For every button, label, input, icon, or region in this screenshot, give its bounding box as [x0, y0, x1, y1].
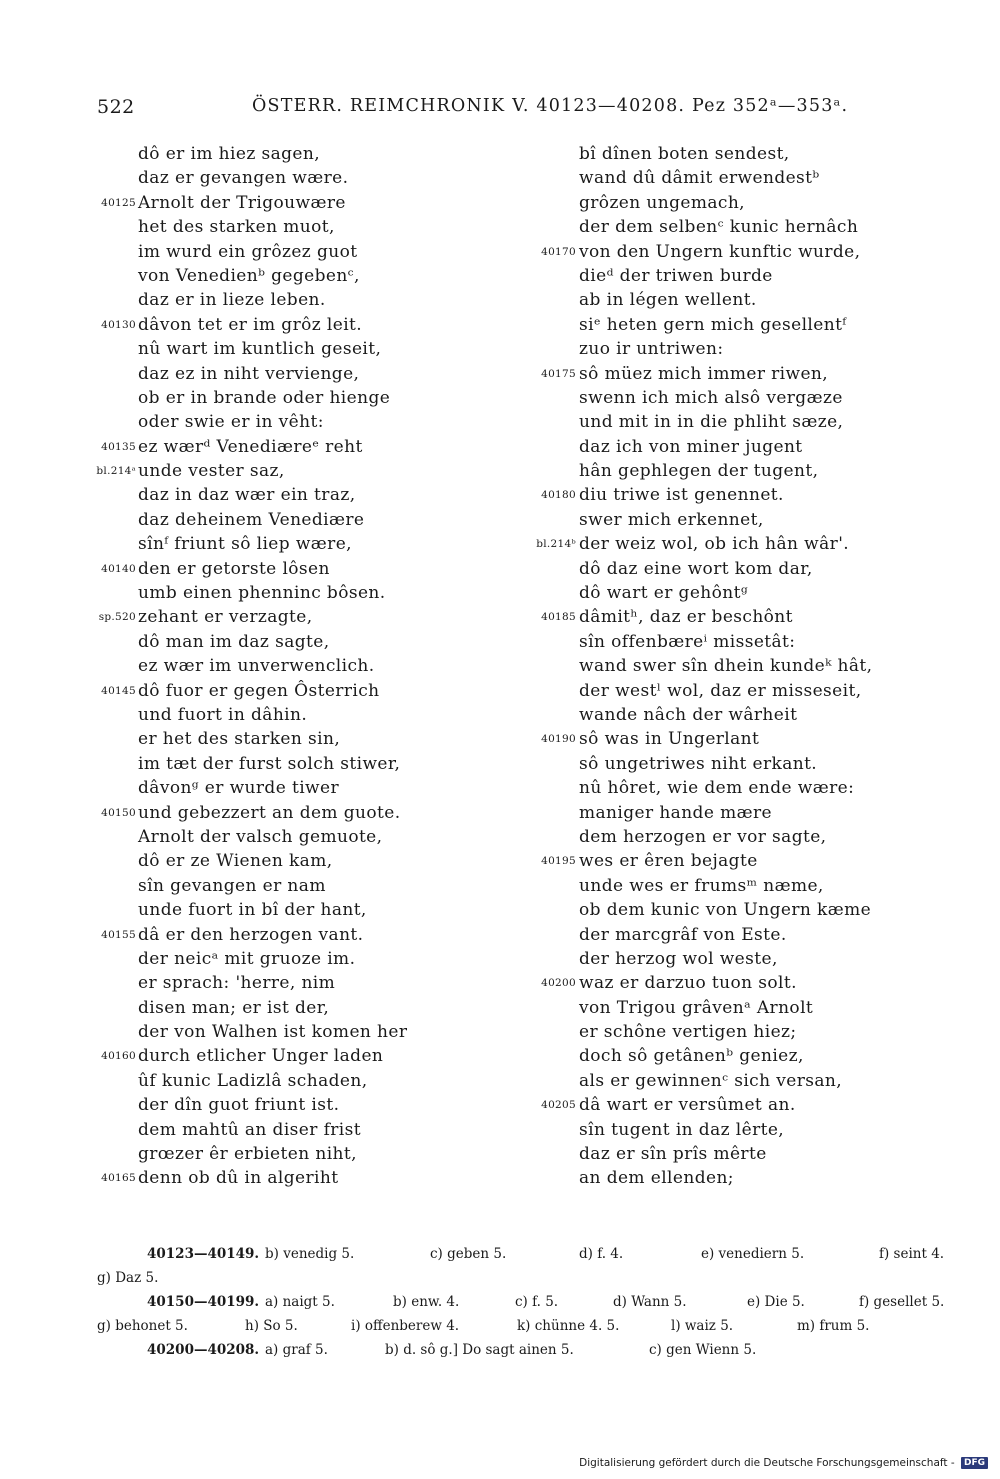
line-number: 40190: [541, 733, 576, 746]
verse-text: sîn offenbæreⁱ missetât:: [579, 631, 796, 652]
verse-line: [470, 801, 960, 825]
verse-line: [30, 923, 470, 947]
verse-line: [30, 996, 470, 1020]
verse-text: daz ez in niht vervienge,: [138, 363, 360, 384]
verse-text: an dem ellenden;: [579, 1168, 734, 1189]
verse-text: swenn ich mich alsô vergæze: [579, 387, 843, 408]
verse-line: [30, 191, 470, 215]
verse-line: [470, 1118, 960, 1142]
verse-text: der westˡ wol, daz er misseseit,: [579, 680, 862, 701]
verse-text: sô ungetriwes niht erkant.: [579, 753, 818, 774]
apparatus-note: i) offenberew 4.: [351, 1318, 460, 1334]
verse-text: hân gephlegen der tugent,: [579, 461, 819, 482]
verse-line: [470, 752, 960, 776]
verse-line: [30, 581, 470, 605]
verse-line: [30, 1020, 470, 1044]
apparatus-note: c) gen Wienn 5.: [649, 1342, 757, 1358]
verse-line: [30, 971, 470, 995]
verse-text: daz in daz wær ein traz,: [138, 485, 356, 506]
verse-text: daz deheinem Venediære: [138, 509, 365, 530]
apparatus-note: e) venediern 5.: [701, 1246, 805, 1262]
verse-line: [470, 410, 960, 434]
verse-text: und mit in in die phliht sæze,: [579, 412, 844, 433]
verse-text: wand dû dâmit erwendestᵇ: [579, 168, 820, 189]
verse-line: [470, 459, 960, 483]
verse-text: er het des starken sin,: [138, 729, 341, 750]
verse-line: [470, 1142, 960, 1166]
critical-apparatus: [97, 1242, 957, 1362]
verse-line: [30, 313, 470, 337]
verse-line: [30, 435, 470, 459]
apparatus-row: [97, 1314, 957, 1338]
verse-text: im wurd ein grôzez guot: [138, 241, 358, 262]
apparatus-note: c) f. 5.: [515, 1294, 559, 1310]
verse-line: [470, 874, 960, 898]
apparatus-note: g) Daz 5.: [97, 1270, 159, 1286]
verse-line: [470, 215, 960, 239]
verse-text: dem herzogen er vor sagte,: [579, 826, 827, 847]
line-number: 40205: [541, 1099, 576, 1112]
line-number: 40185: [541, 611, 576, 624]
verse-text: sô müez mich immer riwen,: [579, 363, 829, 384]
verse-text: und fuort in dâhin.: [138, 704, 308, 725]
verse-text: von Venedienᵇ gegebenᶜ,: [138, 265, 360, 286]
verse-text: wand swer sîn dhein kundeᵏ hât,: [579, 656, 873, 677]
verse-line: [470, 703, 960, 727]
verse-text: der weiz wol, ob ich hân wâr'.: [579, 534, 850, 555]
verse-line: [470, 264, 960, 288]
line-number: 40125: [101, 196, 136, 209]
verse-text: im tæt der furst solch stiwer,: [138, 753, 401, 774]
verse-text: dô daz eine wort kom dar,: [579, 558, 813, 579]
apparatus-range: 40123—40149.: [147, 1246, 260, 1262]
verse-text: dô er im hiez sagen,: [138, 144, 321, 164]
verse-text: dâ er den herzogen vant.: [138, 924, 364, 945]
verse-line: [30, 459, 470, 483]
line-number: bl.214ᵇ: [536, 538, 576, 551]
verse-line: [30, 1118, 470, 1142]
verse-text: unde fuort in bî der hant,: [138, 900, 367, 921]
apparatus-row: [97, 1338, 957, 1362]
verse-text: dâ wart er versûmet an.: [579, 1095, 796, 1116]
verse-text: Arnolt der valsch gemuote,: [138, 826, 383, 847]
verse-line: [30, 508, 470, 532]
verse-line: [30, 874, 470, 898]
verse-text: ab in légen wellent.: [579, 290, 757, 311]
line-number: 40135: [101, 440, 136, 453]
verse-line: [30, 386, 470, 410]
verse-text: dô man im daz sagte,: [138, 631, 330, 652]
verse-line: [30, 557, 470, 581]
verse-text: bî dînen boten sendest,: [579, 144, 790, 164]
verse-line: [30, 630, 470, 654]
verse-line: [470, 727, 960, 751]
verse-text: dâmitʰ, daz er beschônt: [579, 607, 793, 628]
verse-text: het des starken muot,: [138, 217, 335, 238]
apparatus-range: 40150—40199.: [147, 1294, 260, 1310]
verse-line: [30, 727, 470, 751]
verse-text: dô er ze Wienen kam,: [138, 851, 333, 872]
apparatus-note: e) Die 5.: [747, 1294, 805, 1310]
verse-line: [470, 679, 960, 703]
verse-text: nû wart im kuntlich geseit,: [138, 339, 382, 360]
verse-text: als er gewinnenᶜ sich versan,: [579, 1070, 843, 1091]
verse-text: dô fuor er gegen Ôsterrich: [138, 680, 380, 701]
line-number: 40165: [101, 1172, 136, 1185]
verse-text: ez wærᵈ Venediæreᵉ reht: [138, 436, 363, 457]
verse-text: waz er darzuo tuon solt.: [579, 973, 797, 994]
verse-text: siᵉ heten gern mich gesellentᶠ: [579, 314, 847, 335]
digitization-footer: [579, 1457, 988, 1473]
verse-text: zehant er verzagte,: [138, 607, 313, 628]
line-number: bl.214ᵃ: [96, 465, 136, 478]
apparatus-note: l) waiz 5.: [671, 1318, 734, 1334]
verse-line: [470, 142, 960, 166]
verse-text: sô was in Ungerlant: [579, 729, 760, 750]
verse-text: wande nâch der wârheit: [579, 704, 798, 725]
apparatus-note: f) gesellet 5.: [859, 1294, 945, 1310]
verse-text: sînᶠ friunt sô liep wære,: [138, 534, 352, 555]
apparatus-note: d) f. 4.: [579, 1246, 624, 1262]
verse-text: maniger hande mære: [579, 802, 772, 823]
verse-line: [470, 191, 960, 215]
verse-line: [470, 971, 960, 995]
line-number: 40130: [101, 318, 136, 331]
verse-line: [30, 337, 470, 361]
verse-text: oder swie er in vêht:: [138, 412, 324, 433]
verse-text: durch etlicher Unger laden: [138, 1046, 384, 1067]
line-number: 40175: [541, 367, 576, 380]
apparatus-note: c) geben 5.: [430, 1246, 507, 1262]
verse-line: [470, 996, 960, 1020]
verse-line: [470, 1093, 960, 1117]
verse-text: ob er in brande oder hienge: [138, 387, 391, 408]
verse-line: [470, 166, 960, 190]
line-number: 40150: [101, 806, 136, 819]
verse-text: nû hôret, wie dem ende wære:: [579, 778, 855, 799]
verse-text: der dem selbenᶜ kunic hernâch: [579, 217, 859, 238]
verse-line: [30, 703, 470, 727]
apparatus-note: d) Wann 5.: [613, 1294, 687, 1310]
verse-line: [30, 898, 470, 922]
verse-text: ez wær im unverwenclich.: [138, 656, 375, 677]
verse-text: den er getorste lôsen: [138, 558, 330, 579]
verse-line: [30, 776, 470, 800]
verse-line: [30, 166, 470, 190]
verse-line: [470, 825, 960, 849]
verse-line: [470, 313, 960, 337]
verse-line: [470, 947, 960, 971]
verse-line: [470, 630, 960, 654]
verse-text: daz er in lieze leben.: [138, 290, 326, 311]
line-number: 40155: [101, 928, 136, 941]
verse-text: denn ob dû in algeriht: [138, 1168, 339, 1189]
verse-text: unde vester saz,: [138, 461, 285, 482]
apparatus-range: 40200—40208.: [147, 1342, 260, 1358]
verse-line: [470, 1166, 960, 1190]
line-number: 40145: [101, 684, 136, 697]
verse-line: [470, 923, 960, 947]
footer-credit: Digitalisierung gefördert durch die Deutsche Forschungsgemeinschaft -: [579, 1457, 955, 1469]
verse-text: dâvon tet er im grôz leit.: [138, 314, 363, 335]
verse-text: unde wes er frumsᵐ næme,: [579, 875, 824, 896]
verse-line: [30, 1142, 470, 1166]
line-number: 40160: [101, 1050, 136, 1063]
apparatus-note: m) frum 5.: [797, 1318, 870, 1334]
verse-line: [30, 825, 470, 849]
verse-line: [30, 752, 470, 776]
verse-text: dô wart er gehôntᵍ: [579, 583, 749, 604]
verse-line: [30, 1044, 470, 1068]
verse-text: doch sô getânenᵇ geniez,: [579, 1046, 804, 1067]
line-number: 40195: [541, 855, 576, 868]
verse-line: [30, 410, 470, 434]
verse-line: [30, 849, 470, 873]
verse-line: [470, 605, 960, 629]
dfg-logo-icon: DFG: [961, 1457, 988, 1469]
line-number: sp.520: [98, 611, 136, 624]
apparatus-note: a) naigt 5.: [265, 1294, 335, 1310]
apparatus-note: b) venedig 5.: [265, 1246, 355, 1262]
verse-line: [470, 386, 960, 410]
line-number: 40170: [541, 245, 576, 258]
verse-text: er schône vertigen hiez;: [579, 1022, 797, 1043]
verse-text: der neicᵃ mit gruoze im.: [138, 948, 356, 969]
verse-line: [30, 288, 470, 312]
verse-text: diu triwe ist genennet.: [579, 485, 784, 506]
verse-line: [30, 215, 470, 239]
verse-line: [30, 801, 470, 825]
verse-line: [30, 532, 470, 556]
verse-line: [470, 849, 960, 873]
left-verse-column: [30, 142, 470, 1191]
apparatus-note: f) seint 4.: [879, 1246, 945, 1262]
verse-line: [30, 362, 470, 386]
verse-line: [470, 776, 960, 800]
verse-text: der marcgrâf von Este.: [579, 924, 787, 945]
verse-line: [30, 142, 470, 166]
page-number: 522: [97, 96, 135, 118]
verse-text: grôzen ungemach,: [579, 192, 745, 213]
verse-line: [470, 654, 960, 678]
apparatus-note: b) enw. 4.: [393, 1294, 460, 1310]
verse-text: wes er êren bejagte: [579, 851, 758, 872]
verse-text: zuo ir untriwen:: [579, 339, 724, 360]
verse-line: [30, 679, 470, 703]
verse-line: [30, 1069, 470, 1093]
verse-text: ûf kunic Ladizlâ schaden,: [138, 1070, 368, 1091]
verse-line: [470, 337, 960, 361]
apparatus-note: b) d. sô g.] Do sagt ainen 5.: [385, 1342, 574, 1358]
verse-line: [470, 532, 960, 556]
verse-text: disen man; er ist der,: [138, 997, 330, 1018]
verse-line: [470, 1020, 960, 1044]
verse-text: umb einen phenninc bôsen.: [138, 583, 386, 604]
verse-text: Arnolt der Trigouwære: [138, 192, 346, 213]
verse-text: der dîn guot friunt ist.: [138, 1095, 340, 1116]
verse-line: [470, 581, 960, 605]
verse-line: [30, 264, 470, 288]
verse-text: dieᵈ der triwen burde: [579, 265, 773, 286]
verse-line: [470, 240, 960, 264]
line-number: 40200: [541, 977, 576, 990]
verse-line: [470, 557, 960, 581]
verse-text: daz ich von miner jugent: [579, 436, 803, 457]
verse-text: grœzer êr erbieten niht,: [138, 1144, 357, 1165]
verse-line: [30, 947, 470, 971]
verse-text: sîn tugent in daz lêrte,: [579, 1119, 785, 1140]
verse-text: er sprach: 'herre, nim: [138, 973, 336, 994]
verse-line: [30, 1166, 470, 1190]
verse-line: [470, 362, 960, 386]
verse-line: [470, 288, 960, 312]
verse-line: [470, 483, 960, 507]
apparatus-row: [97, 1242, 957, 1266]
verse-line: [30, 1093, 470, 1117]
verse-text: von Trigou grâvenᵃ Arnolt: [579, 997, 814, 1018]
verse-line: [30, 240, 470, 264]
line-number: 40180: [541, 489, 576, 502]
verse-text: und gebezzert an dem guote.: [138, 802, 401, 823]
right-verse-column: [470, 142, 960, 1191]
verse-line: [470, 1044, 960, 1068]
verse-line: [30, 654, 470, 678]
verse-text: daz er sîn prîs mêrte: [579, 1144, 767, 1165]
verse-line: [470, 435, 960, 459]
verse-text: der herzog wol weste,: [579, 948, 778, 969]
verse-line: [30, 605, 470, 629]
apparatus-note: h) So 5.: [245, 1318, 298, 1334]
running-header: [0, 96, 1000, 124]
apparatus-note: k) chünne 4. 5.: [517, 1318, 620, 1334]
verse-text: von den Ungern kunftic wurde,: [579, 241, 861, 262]
apparatus-note: a) graf 5.: [265, 1342, 328, 1358]
verse-text: swer mich erkennet,: [579, 509, 764, 530]
verse-text: daz er gevangen wære.: [138, 168, 349, 189]
verse-text: ob dem kunic von Ungern kæme: [579, 900, 872, 921]
verse-text: sîn gevangen er nam: [138, 875, 326, 896]
verse-line: [30, 483, 470, 507]
verse-text: dem mahtû an diser frist: [138, 1119, 361, 1140]
line-number: 40140: [101, 562, 136, 575]
verse-text: dâvonᵍ er wurde tiwer: [138, 778, 339, 799]
apparatus-note: g) behonet 5.: [97, 1318, 188, 1334]
verse-line: [470, 508, 960, 532]
verse-text: der von Walhen ist komen her: [138, 1022, 408, 1043]
verse-line: [470, 898, 960, 922]
running-title: ÖSTERR. REIMCHRONIK V. 40123—40208. Pez 352ᵃ—353ᵃ.: [252, 96, 849, 116]
verse-line: [470, 1069, 960, 1093]
apparatus-row: [97, 1290, 957, 1314]
apparatus-row: [97, 1266, 957, 1290]
